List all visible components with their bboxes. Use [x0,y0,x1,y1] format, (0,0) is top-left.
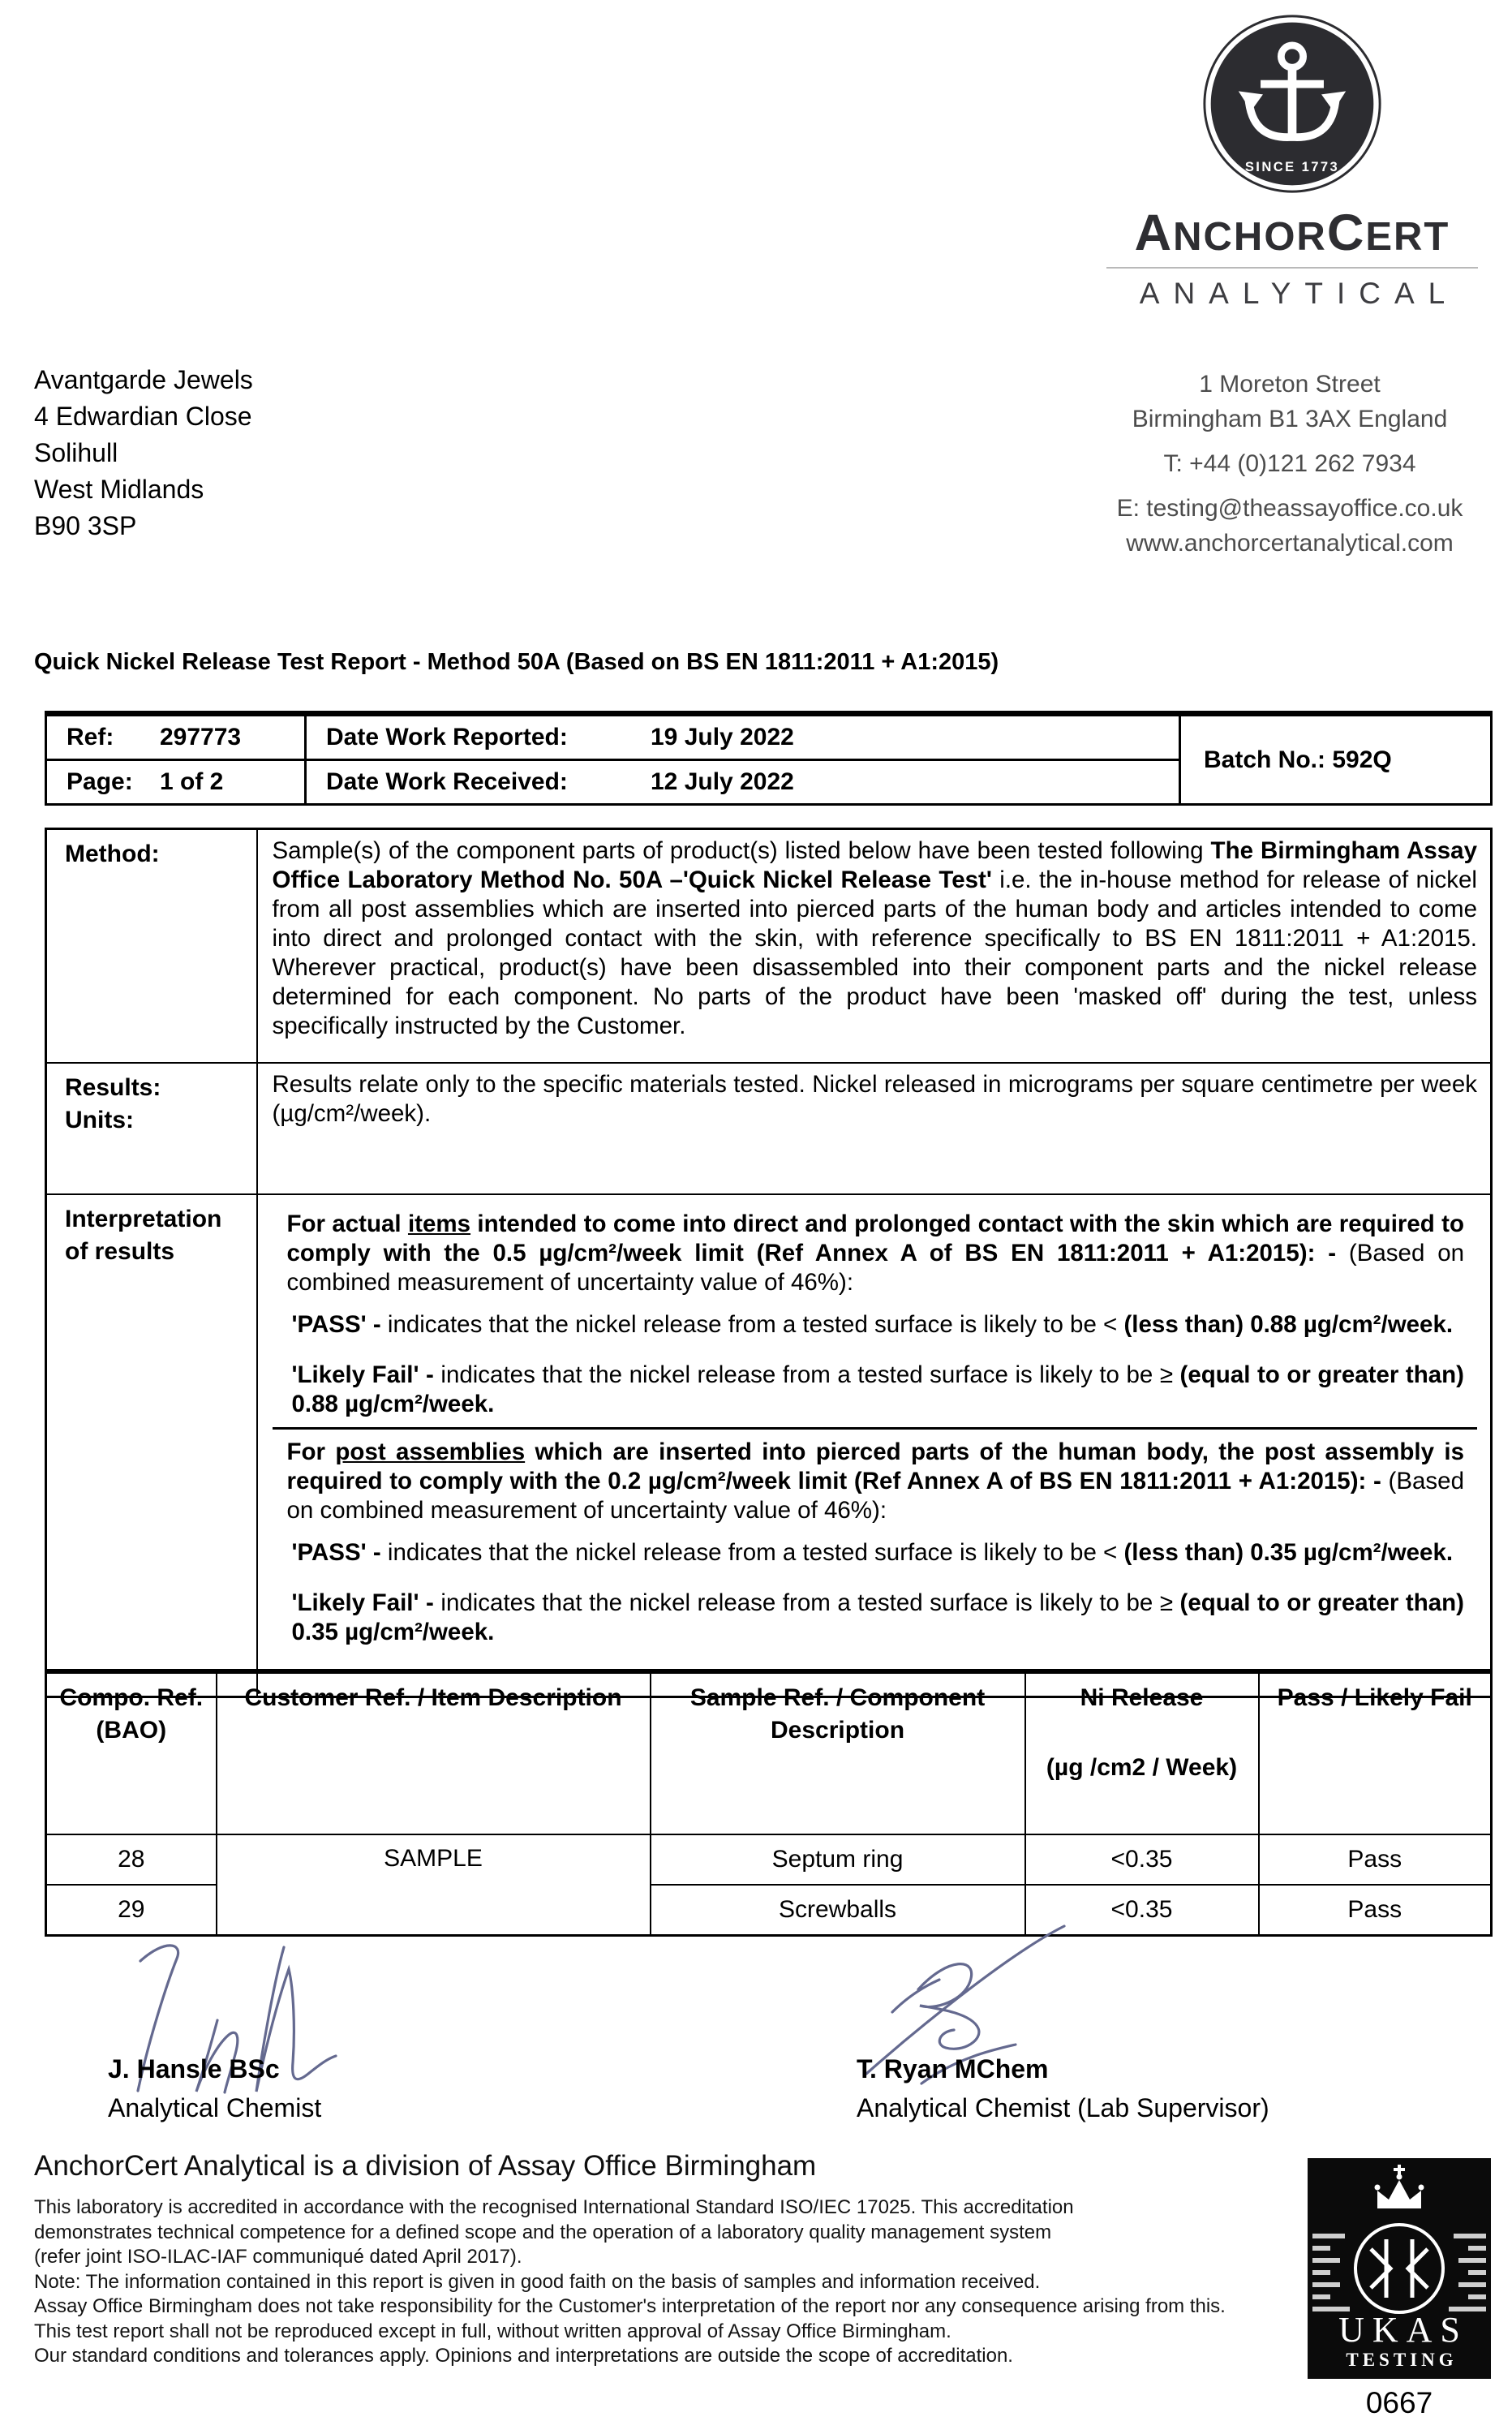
interpretation-section-skin [273,1202,1478,1427]
signatory-name: T. Ryan MChem [857,2054,1049,2084]
method-row [46,829,1492,1064]
date-received-cell [306,760,1180,805]
customer-name: Avantgarde Jewels [34,365,253,394]
lab-street: 1 Moreton Street [1199,371,1381,398]
header-ni-release [1025,1671,1259,1834]
header-ni-line1: Ni Release [1080,1684,1204,1711]
signatory-title: Analytical Chemist [108,2093,322,2122]
wordmark-a: A [1134,204,1174,261]
lab-website: www.anchorcertanalytical.com [1126,530,1454,557]
header-customer-ref: Customer Ref. / Item Description [217,1671,651,1834]
footer-line: Assay Office Birmingham does not take responsibility for the Customer's interpretation of the report nor any consequence arising from this. [34,2295,1226,2317]
report-meta-table [45,711,1493,806]
cell-customer-sample: SAMPLE [217,1834,651,1936]
interpretation-row [46,1194,1492,1697]
method-label: Method: [46,829,257,1064]
lab-city: Birmingham B1 3AX England [1132,406,1448,432]
wordmark-ert: ERT [1365,215,1450,259]
signatory-name: J. Hansle BSc [108,2054,280,2084]
interpretation-section-post [273,1427,1478,1689]
wordmark-c: C [1326,204,1366,261]
cell-compo-29: 29 [46,1885,217,1936]
date-received-label: Date Work Received: [326,768,568,795]
date-reported-label: Date Work Reported: [326,724,568,750]
ref-cell [46,714,306,760]
customer-postcode: B90 3SP [34,511,137,540]
interp-skin-pass: 'PASS' - indicates that the nickel release from a tested surface is likely to be < (less than) 0.88 µg/cm²/week. [291,1311,1454,1338]
footer-title: AnchorCert Analytical is a division of Assay Office Birmingham [34,2150,817,2182]
lab-contact-block [1093,367,1486,561]
meta-row-1 [46,714,1492,760]
ref-value: 297773 [160,724,242,750]
interpretation-label [46,1194,257,1697]
logo-wordmark [1102,204,1483,261]
customer-county: West Midlands [34,475,204,504]
results-units-row [46,1063,1492,1194]
header-compo-ref [46,1671,217,1834]
interp-post-fail: 'Likely Fail' - indicates that the nickel release from a tested surface is likely to be ≥ (equal to or greater than) 0.35 µg/cm²/week. [291,1589,1464,1645]
customer-town: Solihull [34,438,118,467]
cell-compo-28: 28 [46,1834,217,1885]
date-reported-value: 19 July 2022 [651,724,794,750]
interpretation-label-line2: of results [65,1238,175,1265]
results-label: Results: [65,1074,161,1101]
batch-label: Batch No.: [1204,746,1325,773]
cell-sample-septum: Septum ring [651,1834,1025,1885]
table-row [46,1834,1492,1885]
results-header-row [46,1671,1492,1834]
interpretation-cell [257,1194,1492,1697]
header-pass-fail: Pass / Likely Fail [1259,1671,1492,1834]
results-paragraph: Results relate only to the specific materials tested. Nickel released in micrograms per square centimetre per week (µg/cm²/week). [257,1063,1492,1194]
footer-line: demonstrates technical competence for a defined scope and the operation of a laboratory quality management system [34,2221,1052,2243]
cell-result-28: Pass [1259,1834,1492,1885]
interpretation-label-line1: Interpretation [65,1206,222,1232]
interp-post-pass: 'PASS' - indicates that the nickel release from a tested surface is likely to be < (less than) 0.35 µg/cm²/week. [291,1539,1454,1566]
method-paragraph: Sample(s) of the component parts of product(s) listed below have been tested following The Birmingham Assay Office Laboratory Method No. 50A –'Quick Nickel Release Test' i.e. the in-house method for release of nickel from all post assemblies which are inserted into pierced parts of the human body and articles intended to come into direct and prolonged contact with the skin, with reference specifically to BS EN 1811:2011 + A1:2015. Wherever practical, product(s) have been disassembled into their component parts and the nickel release determined for each component. No parts of the product have been 'masked off' during the test, unless specifically instructed by the Customer. [257,829,1492,1064]
results-units-label [46,1063,257,1194]
signatory-title: Analytical Chemist (Lab Supervisor) [857,2093,1269,2122]
lab-email: E: testing@theassayoffice.co.uk [1116,495,1463,522]
interp-post-intro: For post assemblies which are inserted into pierced parts of the human body, the post assembly is required to comply with the 0.2 µg/cm²/week limit (Ref Annex A of BS EN 1811:2011 + A1:2015): - (Based on combined measurement of uncertainty value of 46%): [286,1438,1465,1524]
wordmark-divider [1106,267,1478,269]
anchor-icon [1201,13,1383,195]
footer-line: (refer joint ISO-ILAC-IAF communiqué dated April 2017). [34,2246,522,2268]
interp-skin-fail: 'Likely Fail' - indicates that the nickel release from a tested surface is likely to be ≥ (equal to or greater than) 0.88 µg/cm²/week. [291,1361,1464,1417]
anchorcert-logo [1102,13,1483,311]
ref-label: Ref: [67,724,114,750]
ukas-type-text: TESTING [1346,2350,1458,2370]
footer-line: Note: The information contained in this report is given in good faith on the basis of samples and information received. [34,2270,1041,2293]
ukas-name-text: UKAS [1338,2310,1468,2350]
method-table [45,828,1493,1698]
logo-subtitle: ANALYTICAL [1139,277,1459,310]
date-reported-cell [306,714,1180,760]
header-ni-line2: (µg /cm2 / Week) [1046,1754,1238,1781]
date-received-value: 12 July 2022 [651,768,794,795]
cell-ni-29: <0.35 [1025,1885,1259,1936]
lab-phone: T: +44 (0)121 262 7934 [1163,450,1416,477]
report-title: Quick Nickel Release Test Report - Method 50A (Based on BS EN 1811:2011 + A1:2015) [34,649,999,675]
units-label: Units: [65,1107,134,1133]
header-compo-line1: Compo. Ref. [59,1684,204,1711]
footer-line: Our standard conditions and tolerances apply. Opinions and interpretations are outside the scope of accreditation. [34,2345,1013,2367]
header-sample-ref: Sample Ref. / Component Description [651,1671,1025,1834]
cell-result-29: Pass [1259,1885,1492,1936]
cell-sample-screwballs: Screwballs [651,1885,1025,1936]
customer-street: 4 Edwardian Close [34,402,252,431]
cell-ni-28: <0.35 [1025,1834,1259,1885]
footer-smallprint [34,2195,1226,2369]
logo-since-text: SINCE 1773 [1244,158,1340,174]
ukas-testing-icon [1308,2158,1491,2379]
customer-address [34,362,253,544]
interp-skin-intro: For actual items intended to come into direct and prolonged contact with the skin which are required to comply with the 0.5 µg/cm²/week limit (Ref Annex A of BS EN 1811:2011 + A1:2015): - (Based on combined measurement of uncertainty value of 46%): [286,1211,1465,1296]
page-value: 1 of 2 [160,768,224,795]
ukas-code: 0667 [1365,2386,1433,2419]
footer-line: This test report shall not be reproduced except in full, without written approval of Assay Office Birmingham. [34,2320,951,2342]
footer-line: This laboratory is accredited in accordance with the recognised International Standard ISO/IEC 17025. This accreditation [34,2196,1074,2218]
ukas-accreditation-mark [1308,2158,1491,2420]
results-table [45,1669,1493,1937]
batch-cell [1180,714,1492,805]
batch-value: 592Q [1332,746,1392,773]
page-label: Page: [67,768,133,795]
header-compo-line2: (BAO) [96,1717,167,1744]
wordmark-nchor: NCHOR [1173,215,1327,259]
page-cell [46,760,306,805]
signature-j-hansle-icon [96,1924,363,2115]
